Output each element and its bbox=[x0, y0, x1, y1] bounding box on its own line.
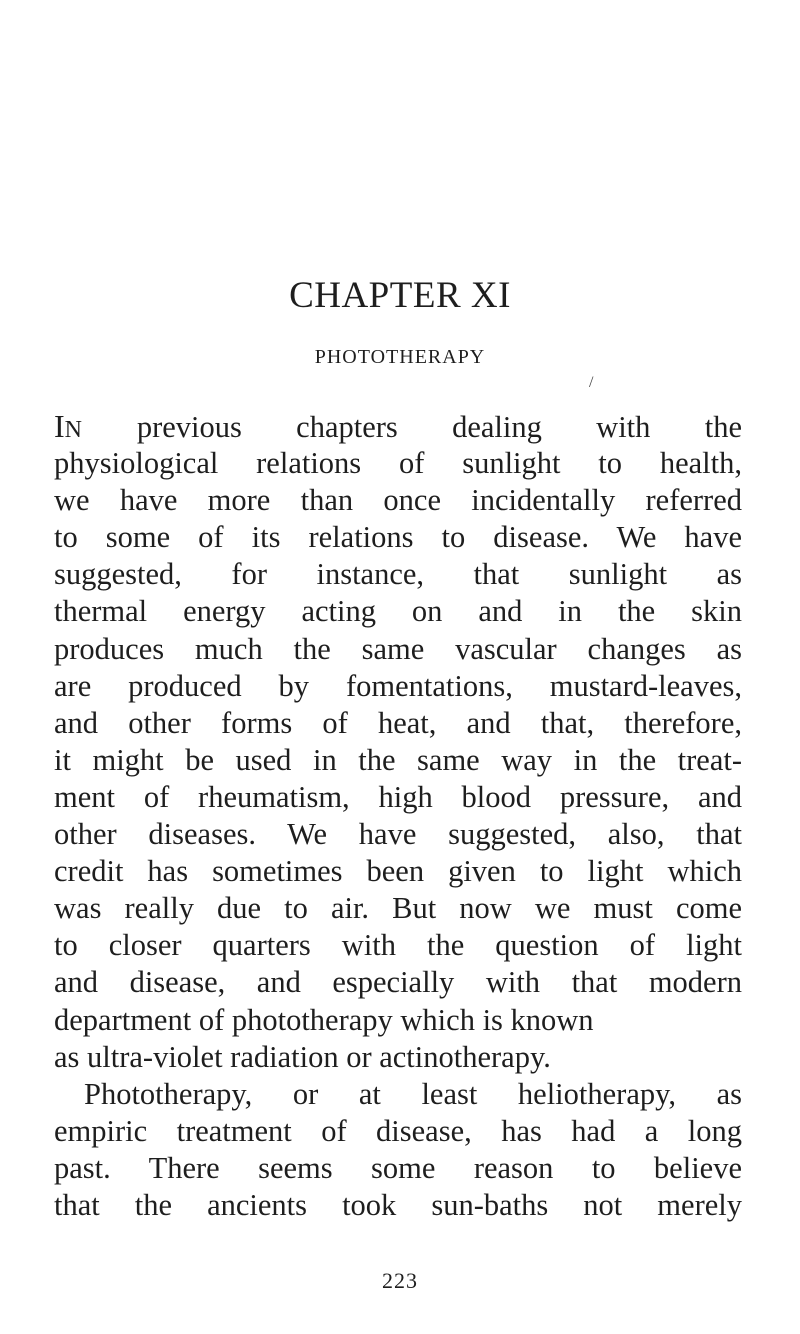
text-line-paragraph-start: Phototherapy, or at least heliotherapy, as bbox=[84, 1076, 742, 1111]
text-line: empiric treatment of disease, has had a long bbox=[54, 1113, 742, 1148]
text-line-1 bbox=[54, 408, 742, 445]
first-line-rest: previous chapters dealing with the bbox=[82, 410, 742, 444]
text-line: and disease, and especially with that modern bbox=[54, 965, 742, 1000]
stray-pencil-mark: / bbox=[589, 374, 594, 391]
text-line: was really due to air. But now we must come bbox=[54, 891, 742, 926]
text-line: suggested, for instance, that sunlight as bbox=[54, 557, 742, 592]
text-line: department of phototherapy which is known bbox=[54, 1002, 594, 1037]
text-line: produces much the same vascular changes as bbox=[54, 631, 742, 666]
text-line: we have more than once incidentally referred bbox=[54, 483, 742, 518]
text-line: past. There seems some reason to believe bbox=[54, 1150, 742, 1185]
text-line: other diseases. We have suggested, also, that bbox=[54, 817, 742, 852]
text-line: thermal energy acting on and in the skin bbox=[54, 594, 742, 629]
text-line: to closer quarters with the question of light bbox=[54, 928, 742, 963]
chapter-number: CHAPTER XI bbox=[289, 275, 511, 316]
text-line: as ultra-violet radiation or actinotherapy. bbox=[54, 1039, 551, 1074]
text-line: and other forms of heat, and that, therefore, bbox=[54, 705, 742, 740]
dropcap-letter: I bbox=[54, 408, 65, 444]
text-line: physiological relations of sunlight to health, bbox=[54, 446, 742, 481]
text-line: credit has sometimes been given to light which bbox=[54, 854, 742, 889]
body-text bbox=[54, 408, 742, 1224]
text-line: ment of rheumatism, high blood pressure, and bbox=[54, 779, 742, 814]
dropcap-rest: N bbox=[64, 417, 83, 443]
page-number: 223 bbox=[382, 1268, 418, 1293]
text-line: it might be used in the same way in the treat- bbox=[54, 742, 742, 777]
text-line: that the ancients took sun-baths not merely bbox=[54, 1187, 742, 1222]
text-line: are produced by fomentations, mustard-leaves, bbox=[54, 668, 742, 703]
text-line: to some of its relations to disease. We have bbox=[54, 520, 742, 555]
chapter-title: PHOTOTHERAPY bbox=[314, 346, 486, 368]
